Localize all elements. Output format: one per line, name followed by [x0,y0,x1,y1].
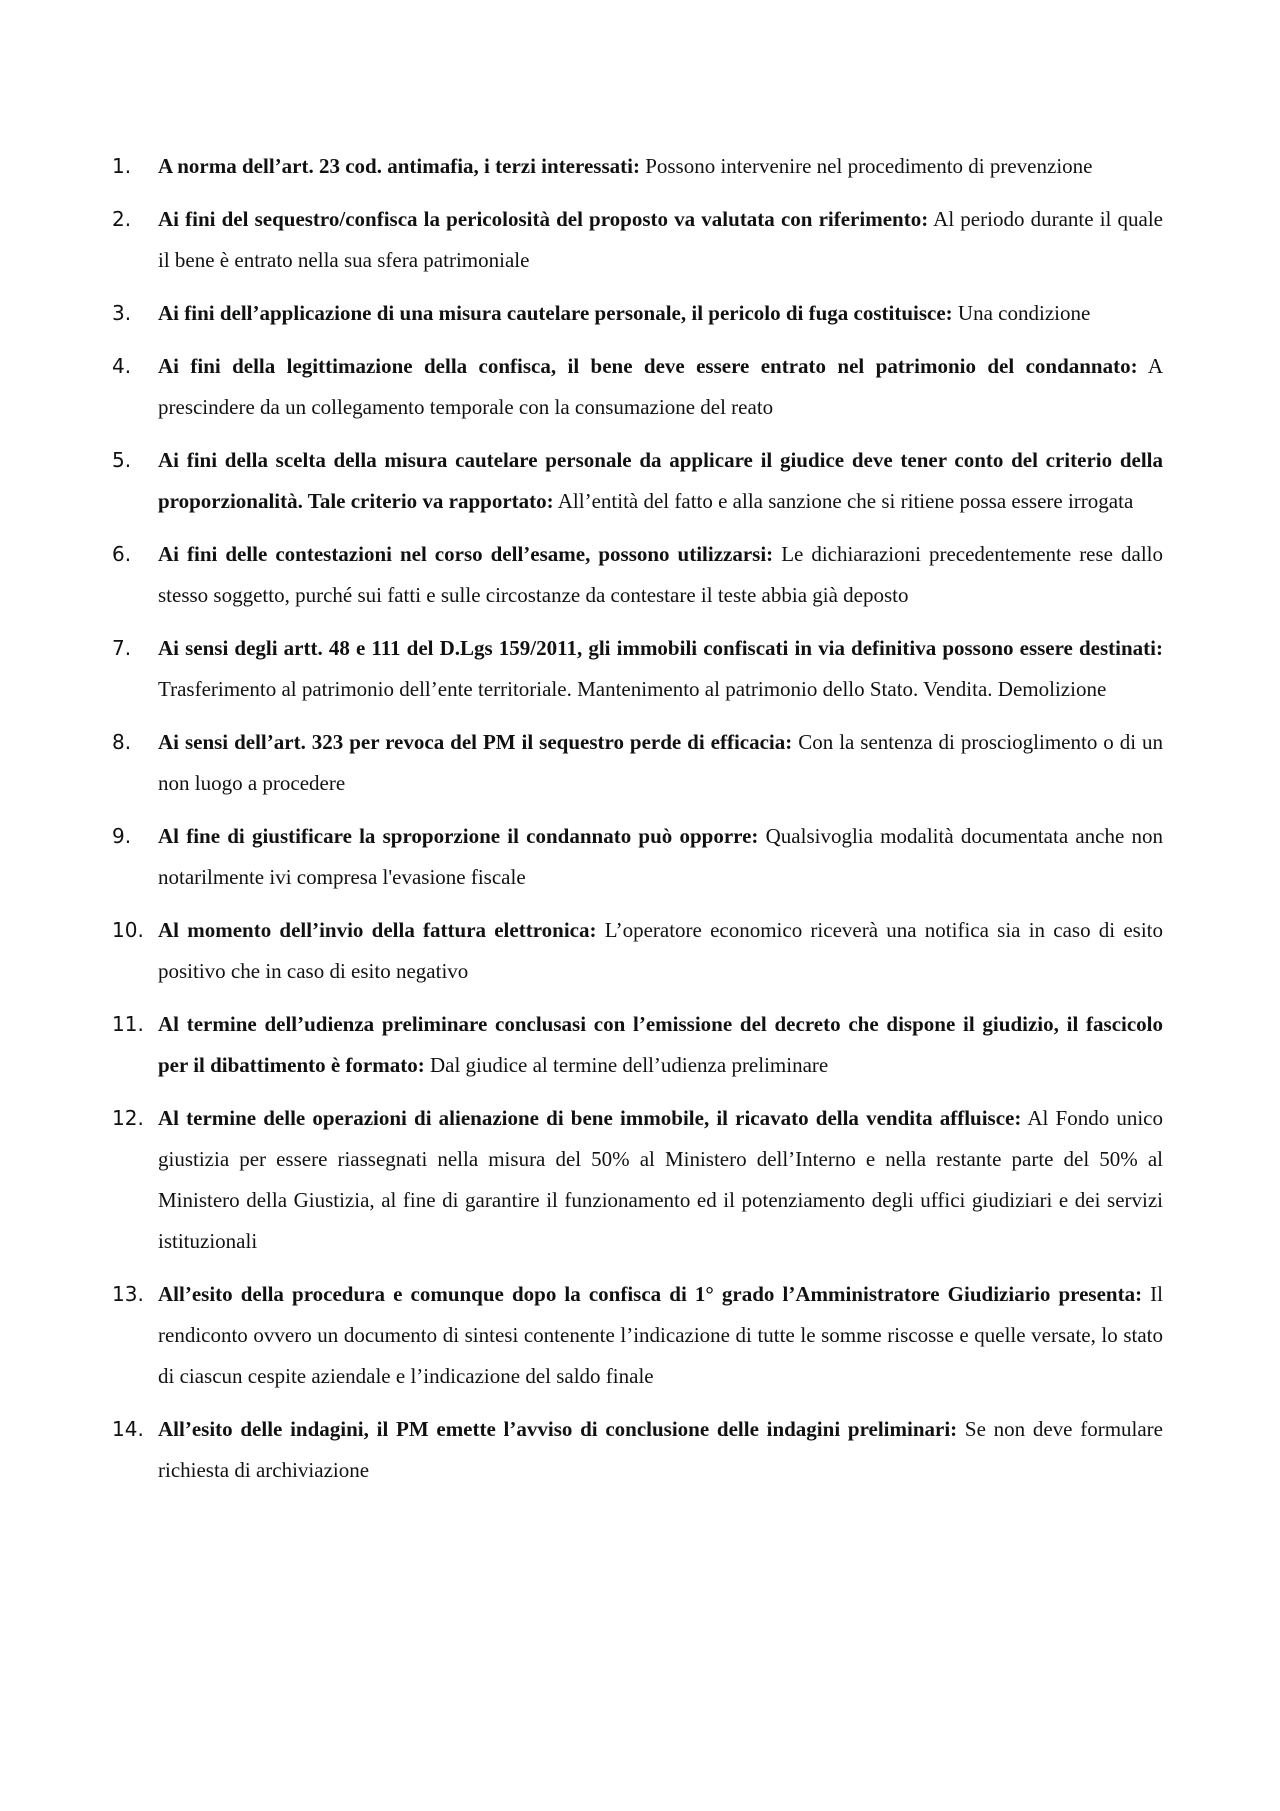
item-answer: A prescindere da un collegamento temporale con la consumazione del reato [158,354,1163,419]
list-item [112,722,1163,804]
item-question: Al momento dell’invio della fattura elettronica: [158,918,597,942]
item-number: 14. [112,1417,144,1441]
list-item [112,146,1163,187]
item-question: Ai fini del sequestro/confisca la pericolosità del proposto va valutata con riferimento: [158,207,929,231]
item-answer: Una condizione [957,301,1091,325]
item-answer: Dal giudice al termine dell’udienza preliminare [429,1053,829,1077]
item-answer: Trasferimento al patrimonio dell’ente territoriale. Mantenimento al patrimonio dello Stato. Vendita. Demolizione [158,677,1107,701]
item-answer: All’entità del fatto e alla sanzione che si ritiene possa essere irrogata [557,489,1134,513]
item-text [158,1004,1163,1086]
item-number: 10. [112,918,144,942]
item-number: 12. [112,1106,144,1130]
item-number: 9. [112,824,132,848]
item-question: Al termine dell’udienza preliminare conclusasi con l’emissione del decreto che dispone il giudizio, il fascicolo per il dibattimento è formato: [158,1012,1163,1077]
list-item [112,199,1163,281]
item-question: Al termine delle operazioni di alienazione di bene immobile, il ricavato della vendita affluisce: [158,1106,1022,1130]
item-answer: Le dichiarazioni precedentemente rese dallo stesso soggetto, purché sui fatti e sulle circostanze da contestare il teste abbia già deposto [158,542,1163,607]
item-text [158,293,1163,334]
item-text [158,1274,1163,1397]
item-number: 1. [112,154,132,178]
item-answer: Con la sentenza di proscioglimento o di un non luogo a procedere [158,730,1164,795]
item-answer: Possono intervenire nel procedimento di prevenzione [645,154,1093,178]
item-number: 2. [112,207,132,231]
item-number: 5. [112,448,132,472]
item-text [158,440,1163,522]
question-list [112,146,1163,1503]
item-number: 13. [112,1282,144,1306]
item-question: All’esito delle indagini, il PM emette l’avviso di conclusione delle indagini preliminari: [158,1417,958,1441]
list-item [112,440,1163,522]
item-answer: Qualsivoglia modalità documentata anche non notarilmente ivi compresa l'evasione fiscale [158,824,1164,889]
item-number: 11. [112,1012,144,1036]
item-text [158,534,1163,616]
list-item [112,1274,1163,1397]
item-text [158,346,1163,428]
item-question: Ai fini dell’applicazione di una misura cautelare personale, il pericolo di fuga costituisce: [158,301,953,325]
item-question: Ai sensi degli artt. 48 e 111 del D.Lgs 159/2011, gli immobili confiscati in via definitiva possono essere destinati: [158,636,1163,660]
list-item [112,1098,1163,1262]
list-item [112,534,1163,616]
item-question: Ai sensi dell’art. 323 per revoca del PM il sequestro perde di efficacia: [158,730,793,754]
item-question: A norma dell’art. 23 cod. antimafia, i terzi interessati: [158,154,640,178]
list-item [112,293,1163,334]
list-item [112,910,1163,992]
item-text [158,1098,1163,1262]
item-question: Al fine di giustificare la sproporzione il condannato può opporre: [158,824,759,848]
list-item [112,1004,1163,1086]
item-question: Ai fini delle contestazioni nel corso dell’esame, possono utilizzarsi: [158,542,774,566]
list-item [112,1409,1163,1491]
item-answer: Al periodo durante il quale il bene è entrato nella sua sfera patrimoniale [158,207,1163,272]
item-answer: L’operatore economico riceverà una notifica sia in caso di esito positivo che in caso di esito negativo [158,918,1163,983]
item-number: 4. [112,354,132,378]
list-item [112,816,1163,898]
item-number: 3. [112,301,132,325]
item-text [158,199,1163,281]
item-text [158,722,1163,804]
item-text [158,628,1163,710]
item-answer: Il rendiconto ovvero un documento di sintesi contenente l’indicazione di tutte le somme riscosse e quelle versate, lo stato di ciascun cespite aziendale e l’indicazione del saldo finale [158,1282,1163,1388]
item-answer: Se non deve formulare richiesta di archiviazione [158,1417,1163,1482]
item-text [158,910,1163,992]
item-number: 8. [112,730,132,754]
item-question: Ai fini della scelta della misura cautelare personale da applicare il giudice deve tener conto del criterio della proporzionalità. Tale criterio va rapportato: [158,448,1163,513]
list-item [112,346,1163,428]
list-item [112,628,1163,710]
item-text [158,816,1163,898]
item-question: Ai fini della legittimazione della confisca, il bene deve essere entrato nel patrimonio del condannato: [158,354,1138,378]
item-number: 6. [112,542,132,566]
item-number: 7. [112,636,132,660]
item-text [158,1409,1163,1491]
item-question: All’esito della procedura e comunque dopo la confisca di 1° grado l’Amministratore Giudiziario presenta: [158,1282,1143,1306]
item-answer: Al Fondo unico giustizia per essere riassegnati nella misura del 50% al Ministero dell’Interno e nella restante parte del 50% al Ministero della Giustizia, al fine di garantire il funzionamento ed il potenziamento degli uffici giudiziari e dei servizi istituzionali [158,1106,1163,1253]
item-text [158,146,1163,187]
